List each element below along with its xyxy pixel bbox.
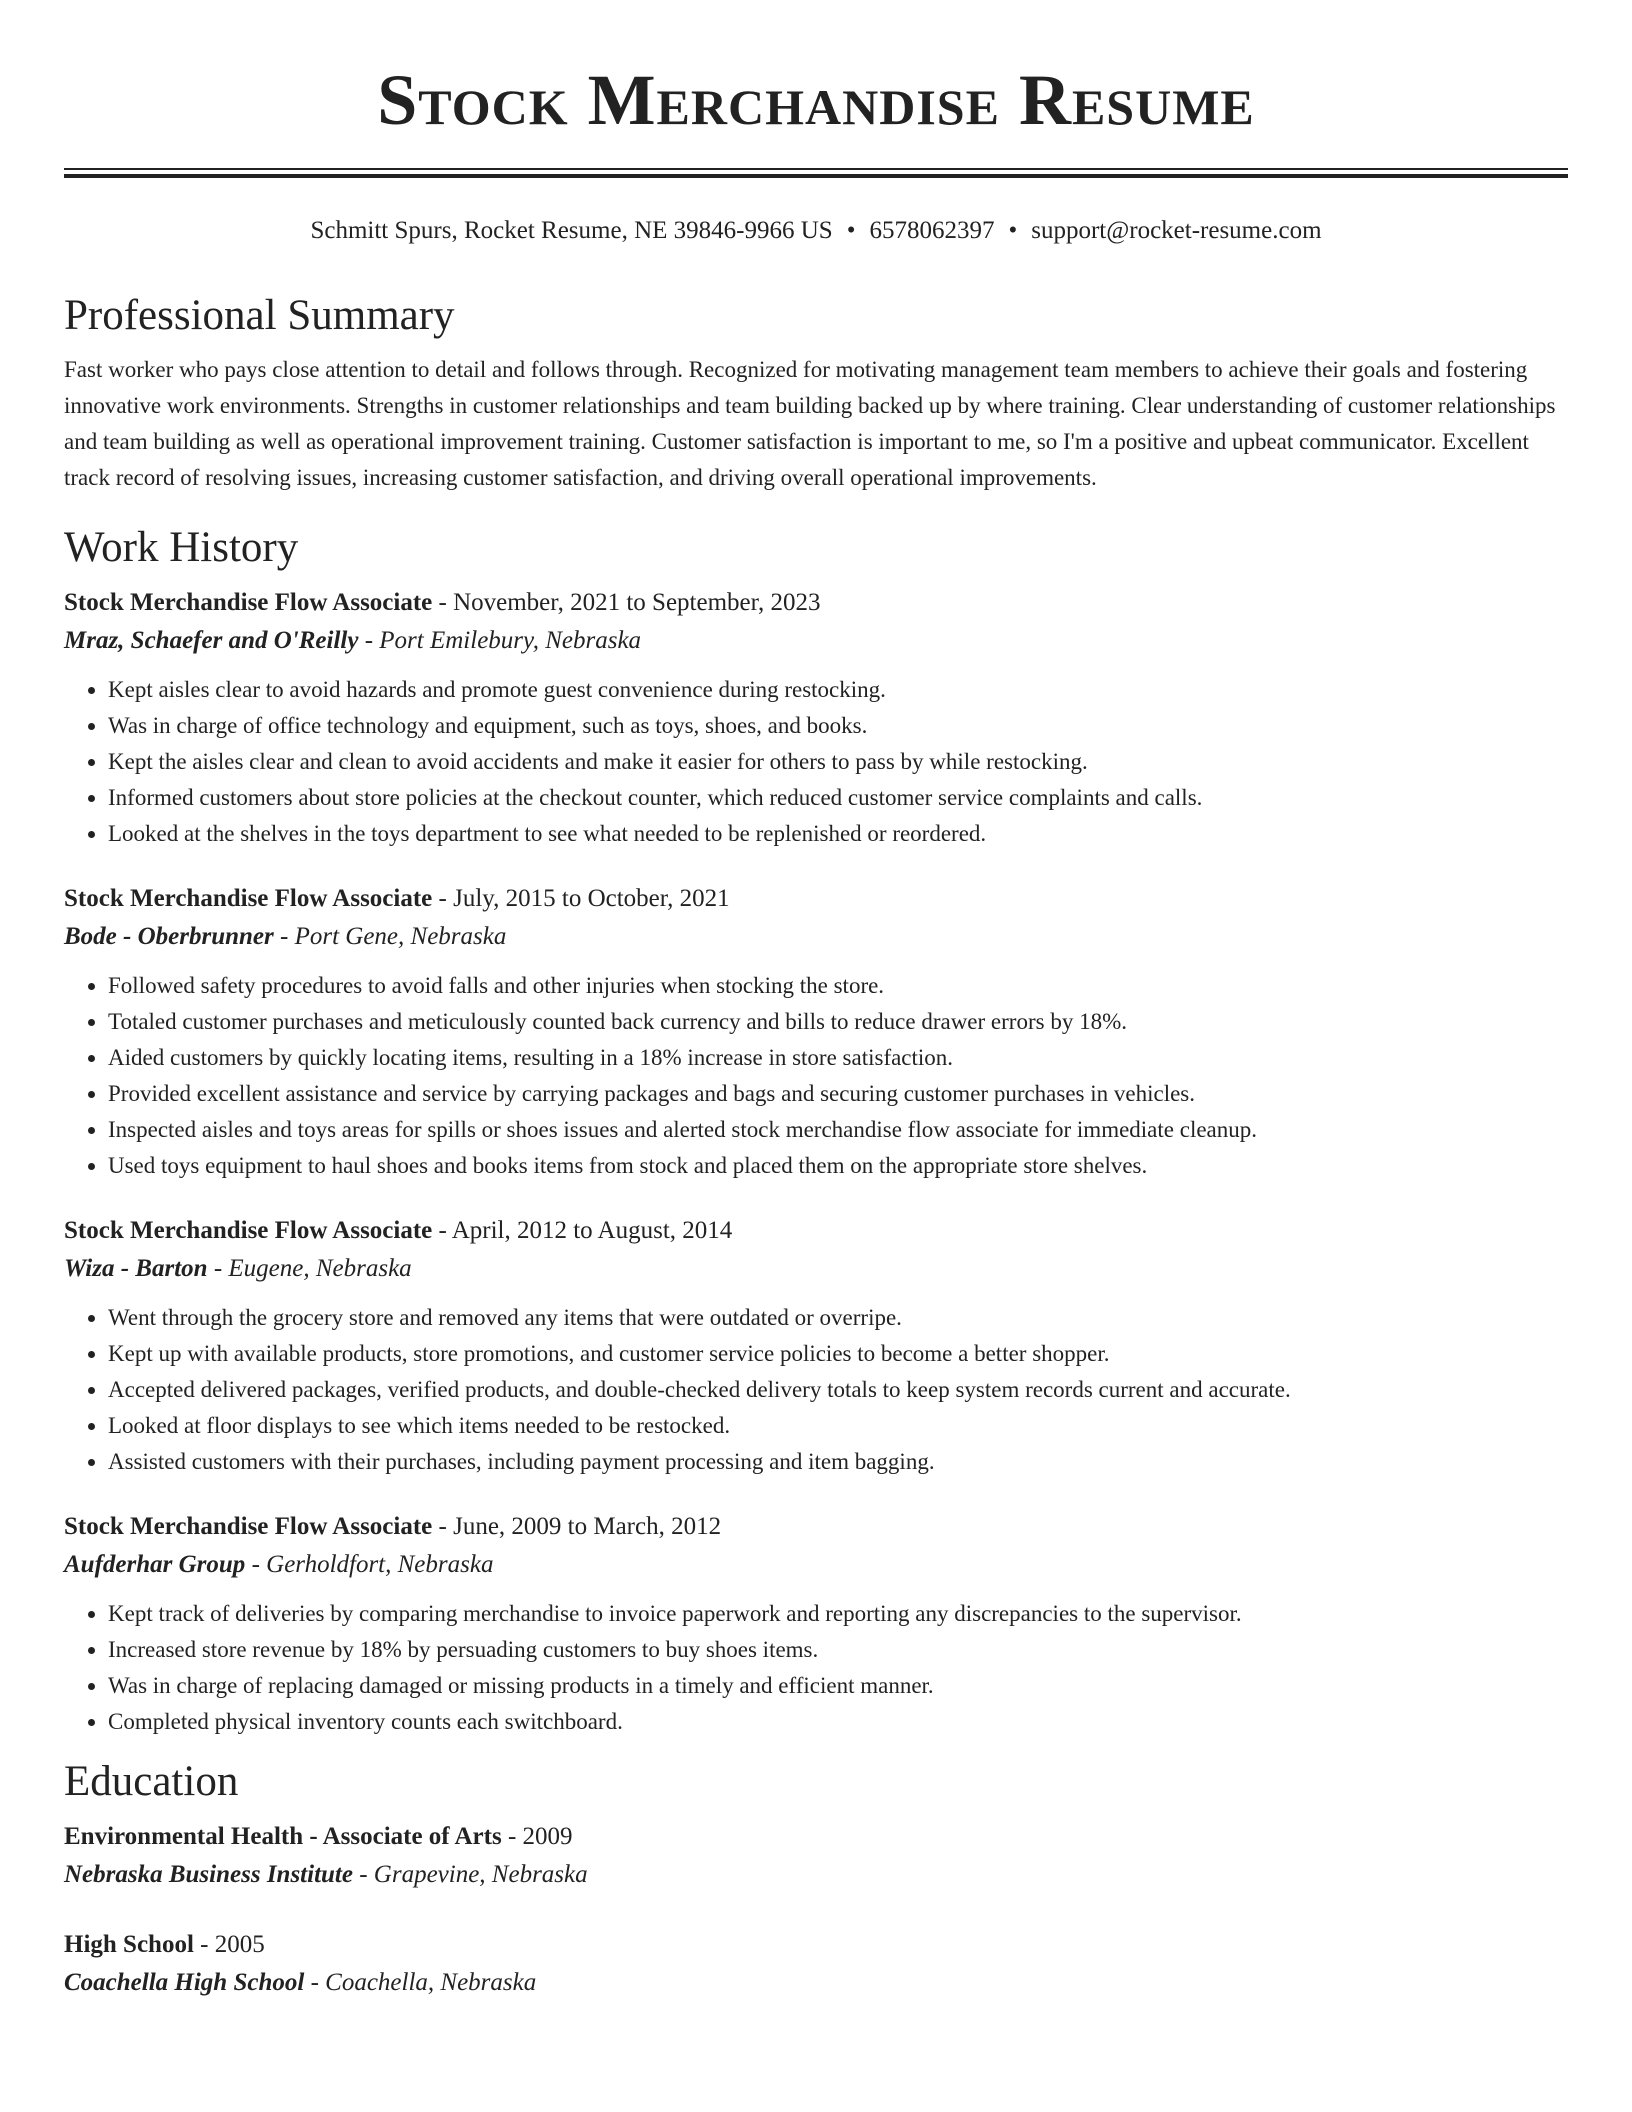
education-school-line [64,1964,1568,2002]
job-entry [64,584,1568,852]
job-duties-list [64,968,1568,1184]
education-year: - 2009 [501,1823,573,1850]
title-divider-thick [64,174,1568,178]
job-title-line [64,584,1568,622]
work-history-heading: Work History [64,524,299,571]
job-duty-item: • Was in charge of office technology and equipment, such as toys, shoes, and books. [108,708,1568,744]
job-duty-item: • Kept track of deliveries by comparing merchandise to invoice paperwork and reporting any discrepancies to the supervisor. [108,1596,1568,1632]
job-location: - Gerholdfort, Nebraska [245,1551,494,1578]
job-location: - Eugene, Nebraska [207,1255,412,1282]
contact-separator: • [1008,217,1018,244]
contact-email[interactable]: support@rocket-resume.com [1031,217,1322,244]
education-location: - Grapevine, Nebraska [352,1861,588,1888]
job-duty-item: • Aided customers by quickly locating items, resulting in a 18% increase in store satisfaction. [108,1040,1568,1076]
job-company: Wiza - Barton [64,1255,208,1282]
job-duty-item: • Totaled customer purchases and meticulously counted back currency and bills to reduce drawer errors by 18%. [108,1004,1568,1040]
job-company-line [64,1250,1568,1288]
contact-separator: • [846,217,856,244]
education-degree: High School [64,1931,194,1958]
education-year: - 2005 [193,1931,265,1958]
job-dates: - June, 2009 to March, 2012 [432,1513,722,1540]
job-location: - Port Emilebury, Nebraska [358,627,642,654]
education-school: Coachella High School [64,1969,305,1996]
title-divider-thin [64,168,1568,170]
job-duty-item: • Completed physical inventory counts each switchboard. [108,1704,1568,1740]
job-title: Stock Merchandise Flow Associate [64,1217,433,1244]
education-heading: Education [64,1758,239,1805]
job-company-line [64,622,1568,660]
job-duty-item: • Inspected aisles and toys areas for spills or shoes issues and alerted stock merchandise flow associate for immediate cleanup. [108,1112,1568,1148]
job-duty-item: • Assisted customers with their purchases, including payment processing and item bagging. [108,1444,1568,1480]
job-duty-item: • Kept the aisles clear and clean to avoid accidents and make it easier for others to pass by while restocking. [108,744,1568,780]
job-duty-item: • Kept up with available products, store promotions, and customer service policies to become a better shopper. [108,1336,1568,1372]
job-duty-item: • Used toys equipment to haul shoes and books items from stock and placed them on the appropriate store shelves. [108,1148,1568,1184]
summary-heading: Professional Summary [64,292,455,339]
education-location: - Coachella, Nebraska [304,1969,537,1996]
job-duties-list [64,1300,1568,1480]
education-school: Nebraska Business Institute [64,1861,353,1888]
job-duty-item: • Was in charge of replacing damaged or missing products in a timely and efficient manner. [108,1668,1568,1704]
job-duty-item: • Informed customers about store policies at the checkout counter, which reduced customer service complaints and calls. [108,780,1568,816]
job-duty-item: • Kept aisles clear to avoid hazards and promote guest convenience during restocking. [108,672,1568,708]
job-title: Stock Merchandise Flow Associate [64,885,433,912]
work-history-list [64,584,1568,1740]
job-title-line [64,880,1568,918]
job-duty-item: • Increased store revenue by 18% by persuading customers to buy shoes items. [108,1632,1568,1668]
education-degree-line [64,1818,1568,1856]
job-duties-list [64,1596,1568,1740]
job-duties-list [64,672,1568,852]
job-title: Stock Merchandise Flow Associate [64,589,433,616]
job-dates: - November, 2021 to September, 2023 [432,589,821,616]
job-title: Stock Merchandise Flow Associate [64,1513,433,1540]
job-title-line [64,1508,1568,1546]
job-duty-item: • Went through the grocery store and removed any items that were outdated or overripe. [108,1300,1568,1336]
job-company: Mraz, Schaefer and O'Reilly [64,627,359,654]
job-location: - Port Gene, Nebraska [273,923,507,950]
job-duty-item: • Looked at floor displays to see which items needed to be restocked. [108,1408,1568,1444]
resume-body [64,286,1568,2002]
job-title-line [64,1212,1568,1250]
resume-title: Stock Merchandise Resume [377,60,1255,140]
job-dates: - April, 2012 to August, 2014 [432,1217,733,1244]
job-entry [64,1508,1568,1740]
education-entry [64,1818,1568,1894]
job-duty-item: • Accepted delivered packages, verified products, and double-checked delivery totals to keep system records current and accurate. [108,1372,1568,1408]
contact-phone: 6578062397 [869,217,995,244]
job-company: Aufderhar Group [64,1551,246,1578]
contact-line [64,214,1568,248]
summary-text: Fast worker who pays close attention to detail and follows through. Recognized for motivating management team members to achieve their goals and fostering innovative work environments. Strengths in customer relationships and team building backed up by where training. Clear understanding of customer relationships and team building as well as operational improvement training. Customer satisfaction is important to me, so I'm a positive and upbeat communicator. Excellent track record of resolving issues, increasing customer satisfaction, and driving overall operational improvements. [64,357,1556,490]
job-company-line [64,918,1568,956]
job-company-line [64,1546,1568,1584]
job-duty-item: • Followed safety procedures to avoid falls and other injuries when stocking the store. [108,968,1568,1004]
job-duty-item: • Looked at the shelves in the toys department to see what needed to be replenished or reordered. [108,816,1568,852]
job-entry [64,1212,1568,1480]
job-duty-item: • Provided excellent assistance and service by carrying packages and bags and securing customer purchases in vehicles. [108,1076,1568,1112]
job-dates: - July, 2015 to October, 2021 [432,885,730,912]
education-list [64,1818,1568,2002]
education-degree: Environmental Health - Associate of Arts [64,1823,502,1850]
education-degree-line [64,1926,1568,1964]
education-school-line [64,1856,1568,1894]
contact-address: Schmitt Spurs, Rocket Resume, NE 39846-9966 US [310,217,833,244]
job-company: Bode - Oberbrunner [64,923,274,950]
job-entry [64,880,1568,1184]
education-entry [64,1926,1568,2002]
